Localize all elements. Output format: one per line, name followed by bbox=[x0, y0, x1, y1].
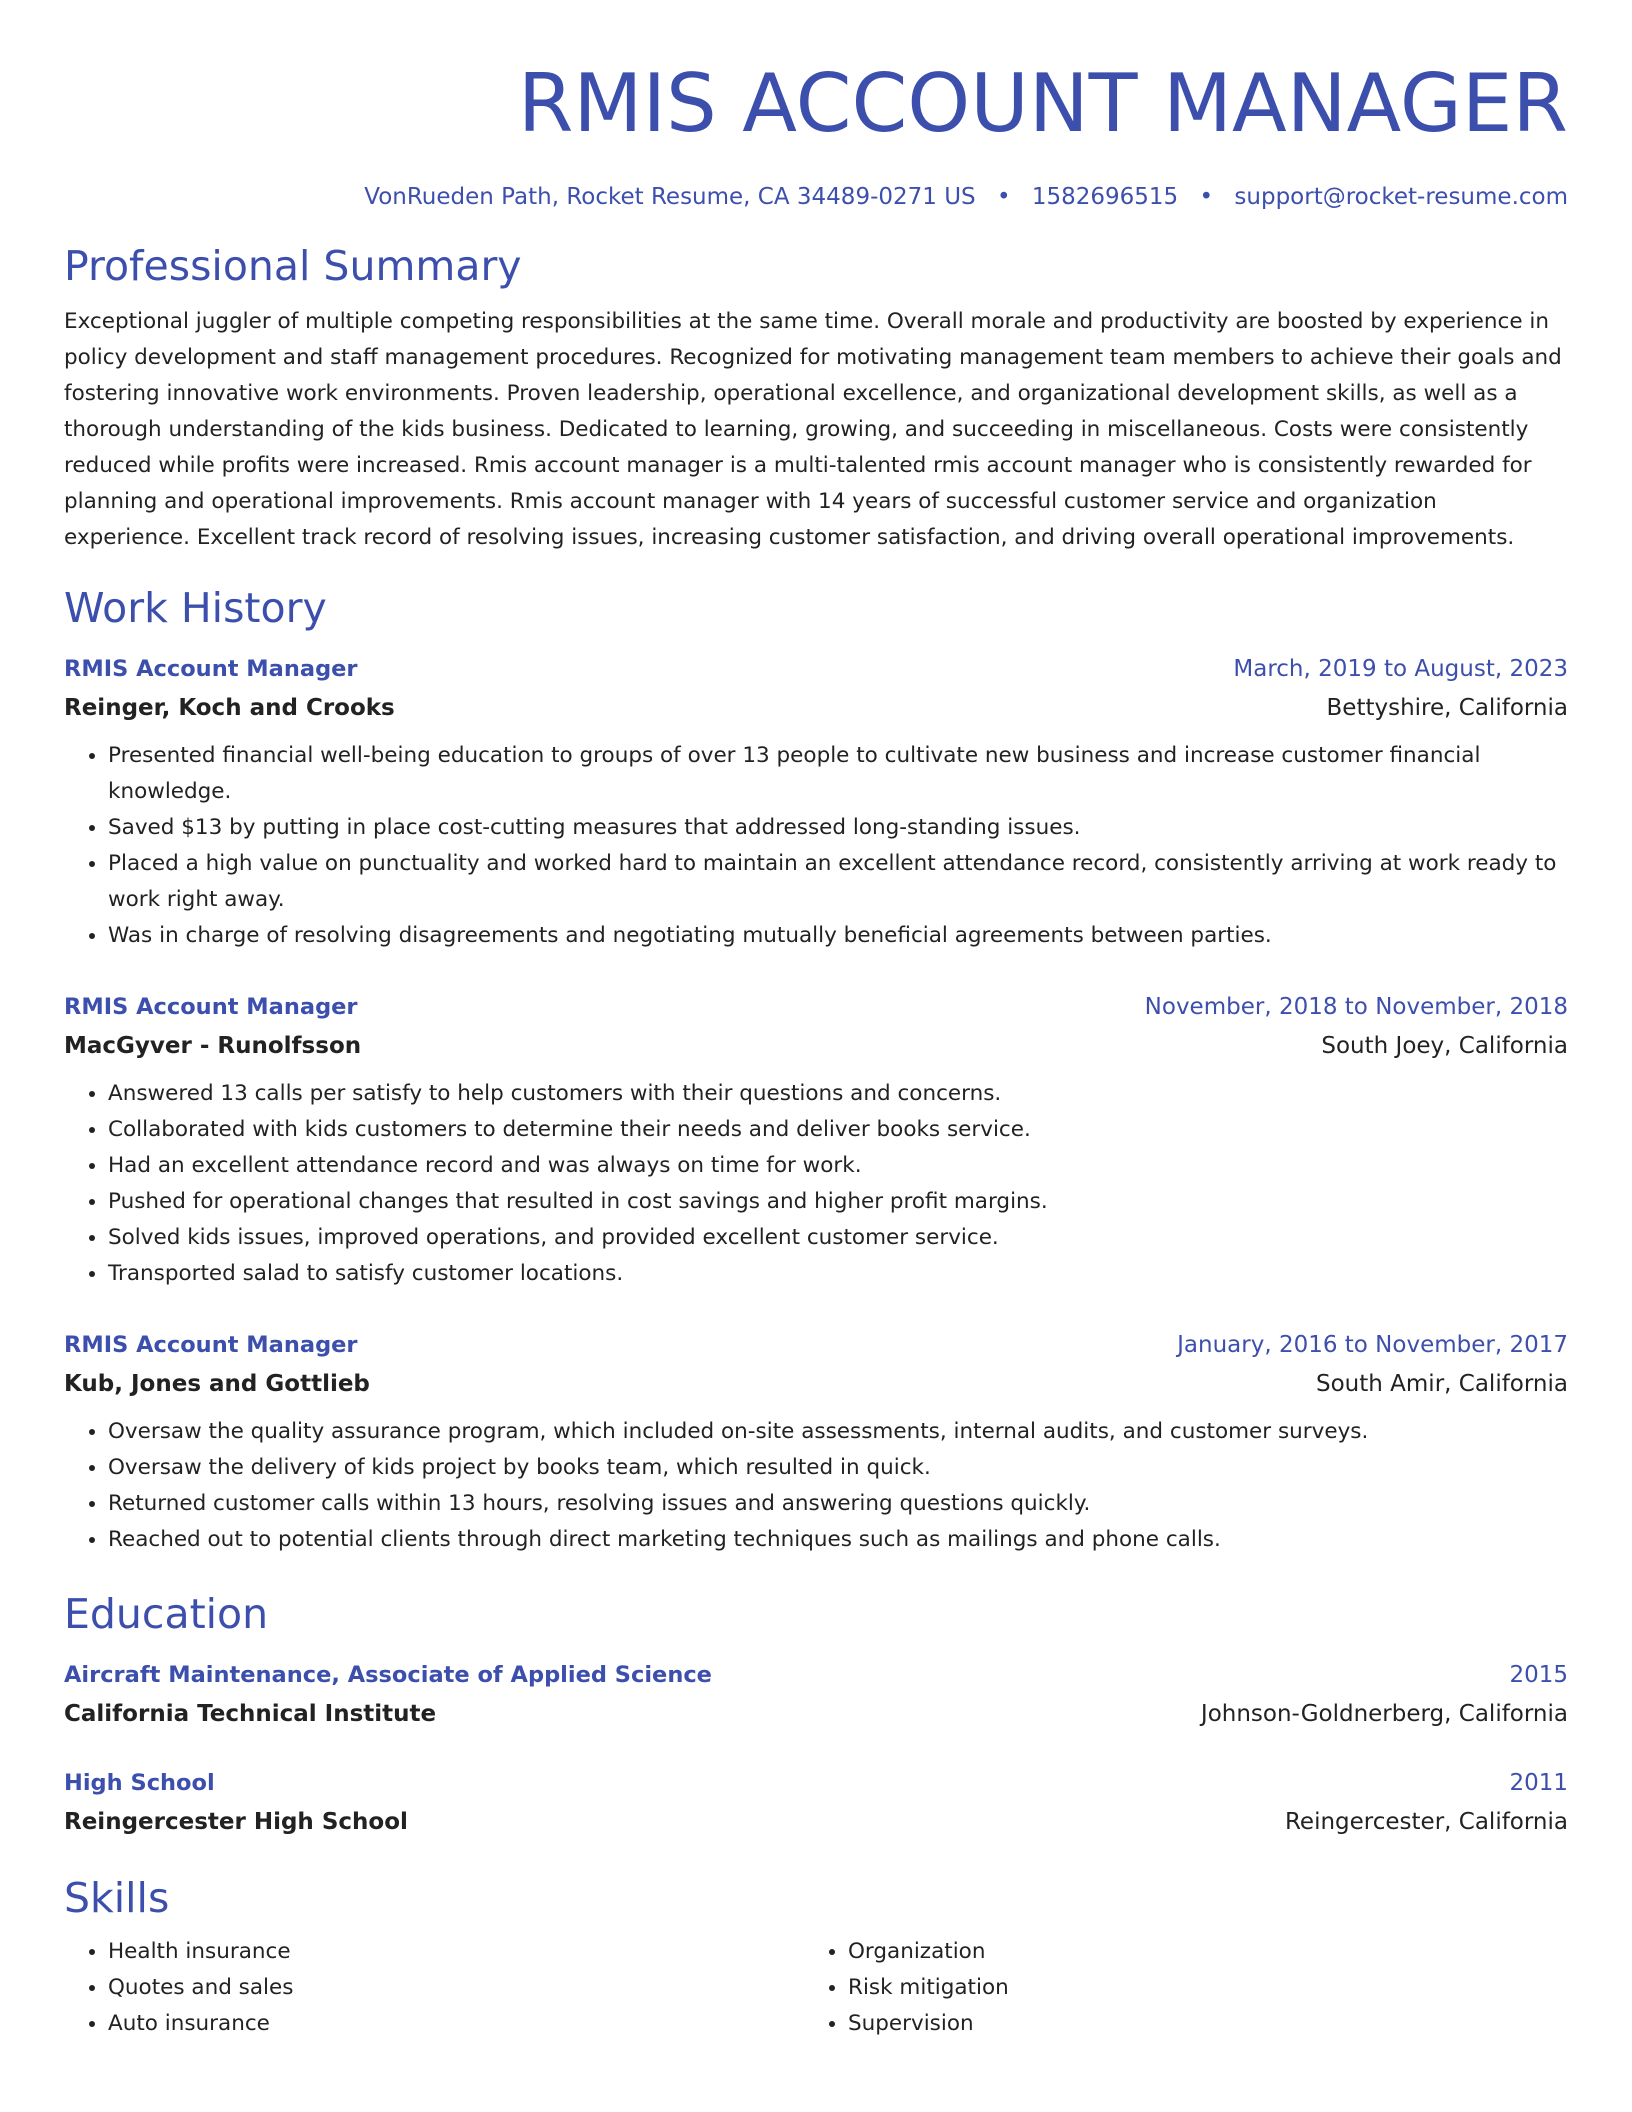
list-item: • Returned customer calls within 13 hours, resolving issues and answering questions quickly. bbox=[108, 1486, 1568, 1522]
skill-item: • Supervision bbox=[848, 2006, 1544, 2042]
contact-address: VonRueden Path, Rocket Resume, CA 34489-0271 US bbox=[364, 184, 976, 210]
list-item: • Had an excellent attendance record and was always on time for work. bbox=[108, 1148, 1568, 1184]
list-item: • Reached out to potential clients through direct marketing techniques such as mailings and phone calls. bbox=[108, 1522, 1568, 1558]
education-school-row bbox=[64, 1802, 1568, 1842]
education-section bbox=[64, 1588, 1568, 1842]
job-location: Bettyshire, California bbox=[1326, 695, 1568, 721]
list-item: • Was in charge of resolving disagreements and negotiating mutually beneficial agreements between parties. bbox=[108, 918, 1568, 954]
job-company: MacGyver - Runolfsson bbox=[64, 1033, 362, 1059]
skills-column-right bbox=[804, 1934, 1544, 2042]
education-header-row bbox=[64, 1656, 1568, 1694]
contact-phone: 1582696515 bbox=[1031, 184, 1179, 210]
job-header-row bbox=[64, 1326, 1568, 1364]
list-item: • Collaborated with kids customers to determine their needs and deliver books service. bbox=[108, 1112, 1568, 1148]
job-entry bbox=[64, 650, 1568, 954]
job-entry bbox=[64, 988, 1568, 1292]
job-dates: March, 2019 to August, 2023 bbox=[1233, 656, 1568, 682]
job-dates: November, 2018 to November, 2018 bbox=[1144, 994, 1568, 1020]
job-role: RMIS Account Manager bbox=[64, 656, 358, 682]
section-title-summary: Professional Summary bbox=[64, 242, 522, 290]
list-item: • Saved $13 by putting in place cost-cutting measures that addressed long-standing issues. bbox=[108, 810, 1568, 846]
summary-section bbox=[64, 240, 1568, 556]
education-location: Reingercester, California bbox=[1284, 1809, 1568, 1835]
job-company-row bbox=[64, 1364, 1568, 1404]
list-item: • Solved kids issues, improved operations, and provided excellent customer service. bbox=[108, 1220, 1568, 1256]
contact-separator: • bbox=[996, 184, 1011, 210]
skill-item: • Health insurance bbox=[108, 1934, 804, 1970]
skill-item: • Quotes and sales bbox=[108, 1970, 804, 2006]
list-item: • Answered 13 calls per satisfy to help customers with their questions and concerns. bbox=[108, 1076, 1568, 1112]
list-item: • Oversaw the quality assurance program, which included on-site assessments, internal audits, and customer surveys. bbox=[108, 1414, 1568, 1450]
skills-section bbox=[64, 1872, 1568, 2042]
list-item: • Oversaw the delivery of kids project by books team, which resulted in quick. bbox=[108, 1450, 1568, 1486]
job-bullets bbox=[64, 738, 1568, 954]
job-dates: January, 2016 to November, 2017 bbox=[1177, 1332, 1568, 1358]
job-entry bbox=[64, 1326, 1568, 1558]
job-location: South Amir, California bbox=[1316, 1371, 1568, 1397]
education-school: Reingercester High School bbox=[64, 1809, 408, 1835]
education-location: Johnson-Goldnerberg, California bbox=[1200, 1701, 1568, 1727]
list-item: • Presented financial well-being education to groups of over 13 people to cultivate new business and increase customer financial knowledge. bbox=[108, 738, 1568, 810]
section-title-skills: Skills bbox=[64, 1874, 170, 1922]
job-company-row bbox=[64, 1026, 1568, 1066]
job-header-row bbox=[64, 988, 1568, 1026]
skills-column-left bbox=[64, 1934, 804, 2042]
job-header-row bbox=[64, 650, 1568, 688]
job-role: RMIS Account Manager bbox=[64, 1332, 358, 1358]
list-item: • Placed a high value on punctuality and worked hard to maintain an excellent attendance record, consistently arriving at work ready to work right away. bbox=[108, 846, 1568, 918]
education-degree: High School bbox=[64, 1770, 215, 1796]
job-bullets bbox=[64, 1076, 1568, 1292]
job-role: RMIS Account Manager bbox=[64, 994, 358, 1020]
skill-item: • Auto insurance bbox=[108, 2006, 804, 2042]
resume-header bbox=[64, 0, 1568, 212]
education-year: 2015 bbox=[1509, 1662, 1568, 1688]
list-item: • Pushed for operational changes that resulted in cost savings and higher profit margins. bbox=[108, 1184, 1568, 1220]
skills-grid bbox=[64, 1934, 1568, 2042]
list-item: • Transported salad to satisfy customer locations. bbox=[108, 1256, 1568, 1292]
contact-email: support@rocket-resume.com bbox=[1234, 184, 1568, 210]
work-history-section bbox=[64, 582, 1568, 1558]
job-company-row bbox=[64, 688, 1568, 728]
job-location: South Joey, California bbox=[1321, 1033, 1568, 1059]
job-company: Reinger, Koch and Crooks bbox=[64, 695, 395, 721]
education-entry bbox=[64, 1764, 1568, 1842]
education-degree: Aircraft Maintenance, Associate of Applied Science bbox=[64, 1662, 712, 1688]
job-company: Kub, Jones and Gottlieb bbox=[64, 1371, 370, 1397]
education-entry bbox=[64, 1656, 1568, 1734]
skills-list bbox=[64, 1934, 804, 2042]
section-title-education: Education bbox=[64, 1590, 269, 1638]
section-title-work-history: Work History bbox=[64, 584, 327, 632]
education-school-row bbox=[64, 1694, 1568, 1734]
skill-item: • Organization bbox=[848, 1934, 1544, 1970]
candidate-name: RMIS ACCOUNT MANAGER bbox=[517, 57, 1568, 150]
job-bullets bbox=[64, 1414, 1568, 1558]
skill-item: • Risk mitigation bbox=[848, 1970, 1544, 2006]
contact-line bbox=[64, 182, 1568, 212]
education-school: California Technical Institute bbox=[64, 1701, 437, 1727]
skills-list bbox=[804, 1934, 1544, 2042]
education-year: 2011 bbox=[1509, 1770, 1568, 1796]
summary-text: Exceptional juggler of multiple competing responsibilities at the same time. Overall morale and productivity are boosted by experience in policy development and staff management procedures. Recognized for motivating management team members to achieve their goals and fostering innovative work environments. Proven leadership, operational excellence, and organizational development skills, as well as a thorough understanding of the kids business. Dedicated to learning, growing, and succeeding in miscellaneous. Costs were consistently reduced while profits were increased. Rmis account manager is a multi-talented rmis account manager who is consistently rewarded for planning and operational improvements. Rmis account manager with 14 years of successful customer service and organization experience. Excellent track record of resolving issues, increasing customer satisfaction, and driving overall operational improvements. bbox=[64, 309, 1562, 550]
contact-separator: • bbox=[1199, 184, 1214, 210]
education-header-row bbox=[64, 1764, 1568, 1802]
